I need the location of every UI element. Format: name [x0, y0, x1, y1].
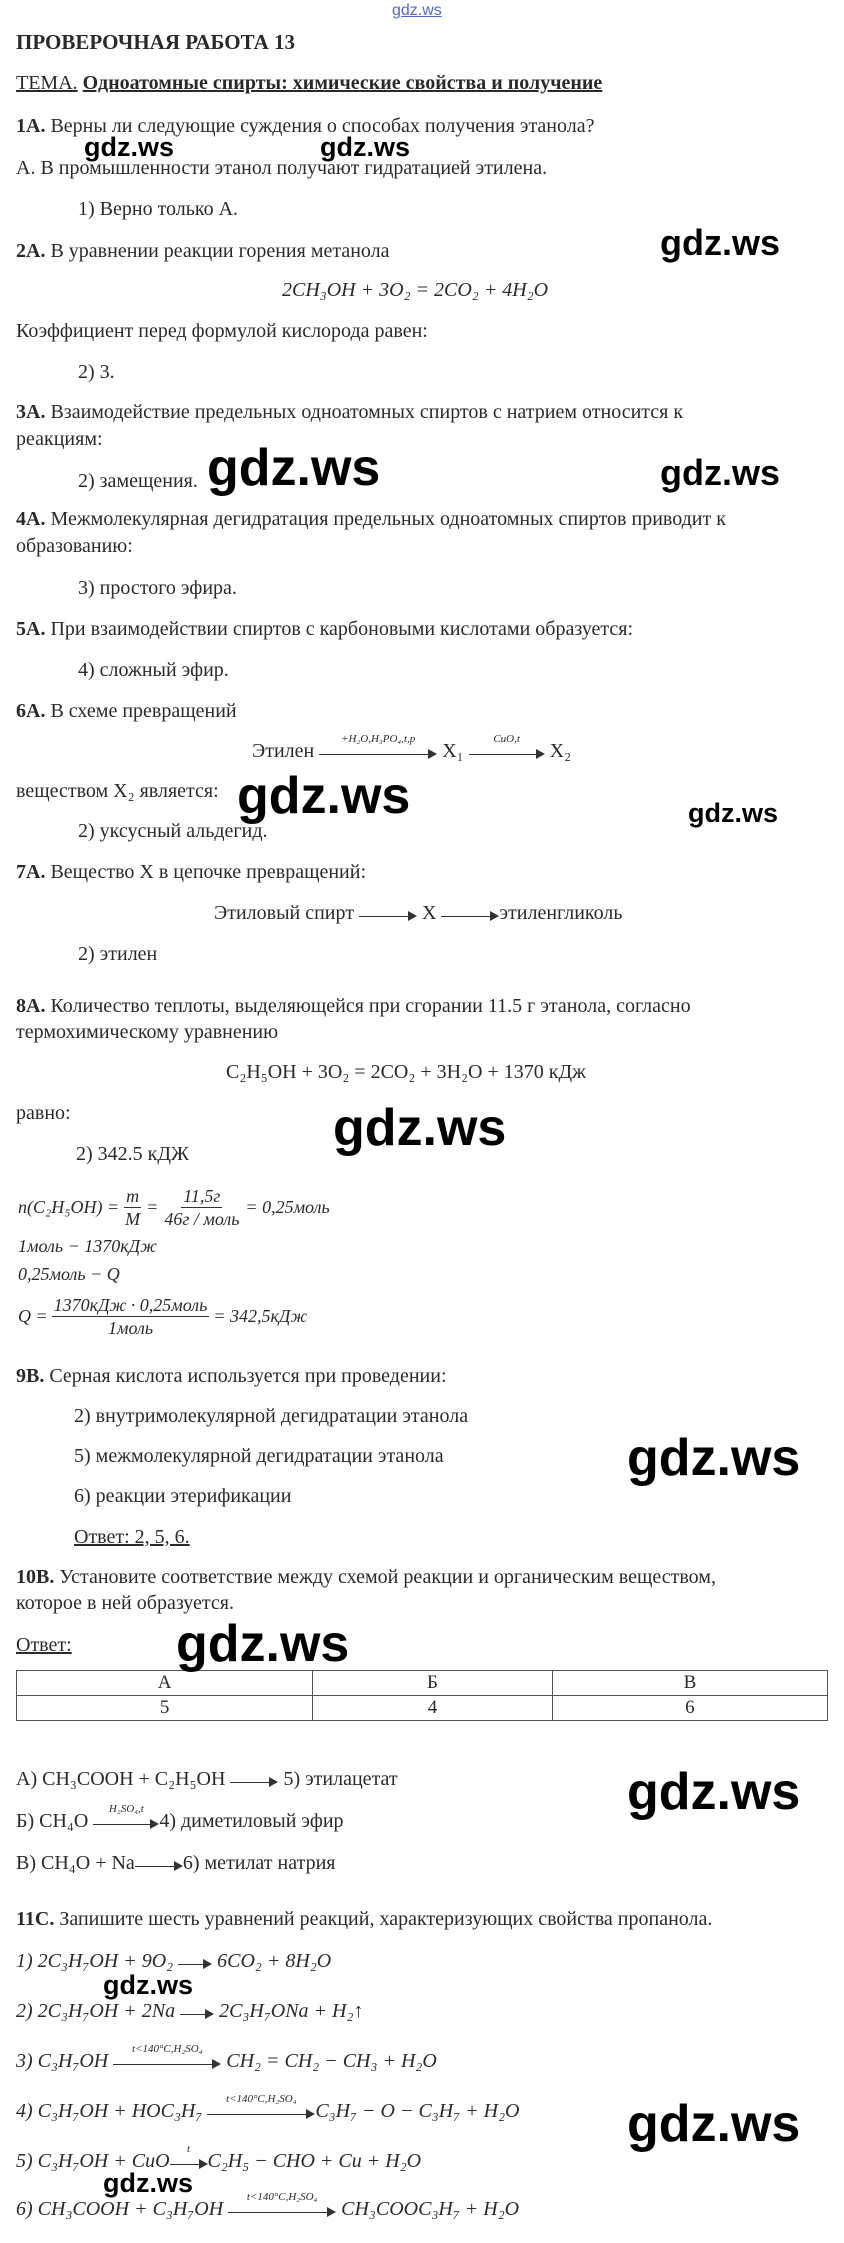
table-header-cell: А	[17, 1671, 313, 1696]
watermark: gdz.ws	[320, 132, 411, 162]
watermark: gdz.ws	[660, 452, 781, 493]
question-4-text2: образованию:	[16, 535, 133, 557]
question-text: Запишите шесть уравнений реакций, характеризующих свойства пропанола.	[59, 1908, 713, 1930]
page-title: ПРОВЕРОЧНАЯ РАБОТА 13	[16, 30, 295, 54]
arrow-icon	[359, 907, 417, 921]
arrow-icon	[135, 1857, 183, 1871]
scheme-start: Этиловый спирт	[214, 902, 354, 924]
question-number: 11С.	[16, 1908, 55, 1930]
table-header-cell: Б	[313, 1671, 553, 1696]
arrow-label: t	[186, 2143, 191, 2156]
question-5	[16, 618, 633, 641]
question-text: Вещество X в цепочке превращений:	[50, 861, 367, 883]
arrow-label: +H₂O,H₃PO₄,t,p	[341, 733, 416, 746]
question-8-sub: равно:	[16, 1102, 71, 1124]
question-9-option: 6) реакции этерификации	[74, 1485, 292, 1507]
topic-text: Одноатомные спирты: химические свойства и получение	[82, 72, 603, 94]
arrow-icon	[113, 2043, 221, 2069]
fraction-num: 1370кДж · 0,25моль	[53, 1295, 208, 1315]
reaction-4	[16, 2093, 520, 2123]
question-2-sub: Коэффициент перед формулой кислорода равен:	[16, 320, 428, 342]
watermark: gdz.ws	[627, 1763, 801, 1821]
watermark: gdz.ws	[627, 1429, 801, 1487]
reaction-left: 2) 2C₃H₇OH + 2Na	[16, 2000, 176, 2022]
question-3	[16, 401, 683, 424]
question-text: Серная кислота используется при проведении:	[49, 1365, 447, 1387]
match-left: Б) CH₄O	[16, 1810, 89, 1832]
arrow-icon	[319, 733, 437, 759]
calc-heat	[18, 1294, 307, 1339]
question-text: Установите соответствие между схемой реакции и органическим веществом,	[59, 1566, 716, 1588]
arrow-icon	[207, 2093, 315, 2119]
question-6	[16, 700, 237, 723]
topic-label: ТЕМА.	[16, 72, 78, 94]
question-3-text2: реакциям:	[16, 428, 103, 450]
reaction-left: 3) C₃H₇OH	[16, 2050, 109, 2072]
arrow-icon	[469, 733, 545, 759]
reaction-2	[16, 2000, 363, 2023]
watermark: gdz.ws	[627, 2095, 801, 2153]
table-row	[17, 1696, 828, 1721]
question-6-scheme	[252, 733, 572, 763]
question-4	[16, 508, 726, 531]
question-text: При взаимодействии спиртов с карбоновыми кислотами образуется:	[50, 618, 634, 640]
question-11	[16, 1908, 712, 1931]
match-left: В) CH₄O + Na	[16, 1852, 135, 1874]
question-9-answer: Ответ: 2, 5, 6.	[74, 1526, 190, 1548]
arrow-icon	[441, 907, 499, 921]
match-b	[16, 1803, 344, 1833]
match-c	[16, 1852, 335, 1875]
question-number: 6А.	[16, 700, 46, 722]
question-8-equation: C₂H₅OH + 3O₂ = 2CO₂ + 3H₂O + 1370 кДж	[226, 1061, 586, 1083]
arrow-icon	[93, 1803, 159, 1829]
question-2-answer: 2) 3.	[78, 361, 115, 383]
question-number: 3А.	[16, 401, 46, 423]
arrow-icon	[178, 1955, 212, 1969]
table-header-row	[17, 1671, 828, 1696]
question-8	[16, 995, 691, 1018]
fraction-num: m	[126, 1186, 140, 1206]
calc-text: =	[146, 1197, 159, 1217]
match-right: 5) этилацетат	[283, 1768, 398, 1790]
table-header-cell: В	[552, 1671, 827, 1696]
question-1-statement: А. В промышленности этанол получают гидратацией этилена.	[16, 157, 548, 179]
scheme-x1: X₁	[442, 740, 464, 762]
watermark: gdz.ws	[176, 1615, 350, 1673]
table-cell: 6	[552, 1696, 827, 1721]
arrow-icon	[180, 2005, 214, 2019]
question-2	[16, 240, 390, 263]
arrow-label: t<140°C,H₂SO₄	[131, 2043, 203, 2056]
question-4-answer: 3) простого эфира.	[78, 577, 237, 599]
question-7-scheme	[214, 902, 622, 925]
calc-proportion-1: 1моль − 1370кДж	[18, 1236, 157, 1256]
fraction-den: 46г / моль	[164, 1209, 240, 1229]
watermark: gdz.ws	[237, 767, 411, 825]
question-text: Взаимодействие предельных одноатомных спиртов с натрием относится к	[50, 401, 684, 423]
reaction-6	[16, 2191, 520, 2221]
watermark: gdz.ws	[103, 2168, 194, 2198]
watermark: gdz.ws	[103, 1970, 194, 2000]
question-5-answer: 4) сложный эфир.	[78, 659, 229, 681]
question-1-answer: 1) Верно только А.	[78, 198, 239, 220]
calc-text: = 0,25моль	[245, 1197, 330, 1217]
question-text: В уравнении реакции горения метанола	[50, 240, 390, 262]
watermark: gdz.ws	[84, 132, 175, 162]
question-number: 1А.	[16, 115, 46, 137]
question-number: 10В.	[16, 1566, 55, 1588]
watermark: gdz.ws	[688, 798, 779, 828]
question-number: 2А.	[16, 240, 46, 262]
match-a	[16, 1768, 398, 1791]
question-number: 8А.	[16, 995, 46, 1017]
reaction-left: 6) CH₃COOH + C₃H₇OH	[16, 2198, 224, 2220]
reaction-3	[16, 2043, 437, 2073]
question-9-option: 5) межмолекулярной дегидратации этанола	[74, 1445, 444, 1467]
question-7	[16, 861, 366, 884]
question-number: 4А.	[16, 508, 46, 530]
question-3-answer: 2) замещения.	[78, 470, 198, 492]
question-8-answer: 2) 342.5 кДЖ	[76, 1143, 189, 1165]
watermark: gdz.ws	[660, 222, 781, 263]
arrow-icon	[230, 1773, 278, 1787]
question-10	[16, 1566, 716, 1589]
arrow-label: t<140°C,H₂SO₄	[246, 2191, 318, 2204]
fraction	[123, 1185, 142, 1230]
arrow-label: CuO,t	[493, 733, 520, 746]
question-9	[16, 1365, 447, 1388]
question-number: 9В.	[16, 1365, 45, 1387]
answer-table	[16, 1670, 828, 1721]
question-text: В схеме превращений	[50, 700, 237, 722]
reaction-right: CH₃COOC₃H₇ + H₂O	[341, 2198, 520, 2220]
reaction-right: 6CO₂ + 8H₂O	[217, 1950, 332, 1972]
arrow-label: H₂SO₄,t	[108, 1803, 144, 1816]
question-text: Межмолекулярная дегидратация предельных одноатомных спиртов приводит к	[50, 508, 726, 530]
fraction-num: 11,5г	[183, 1186, 221, 1206]
calc-text: Q =	[18, 1306, 48, 1326]
site-mark-top[interactable]: gdz.ws	[392, 2, 442, 19]
reaction-right: 2C₃H₇ONa + H₂↑	[219, 2000, 364, 2022]
calc-text: n(C₂H₅OH) =	[18, 1197, 120, 1217]
question-7-answer: 2) этилен	[78, 943, 158, 965]
match-right: 6) метилат натрия	[182, 1852, 336, 1874]
reaction-right: C₃H₇ − O − C₃H₇ + H₂O	[315, 2100, 520, 2122]
question-text: Количество теплоты, выделяющейся при сгорании 11.5 г этанола, согласно	[50, 995, 691, 1017]
topic-line	[16, 72, 602, 95]
table-cell: 5	[17, 1696, 313, 1721]
question-number: 7А.	[16, 861, 46, 883]
answer-label: Ответ:	[16, 1634, 72, 1656]
calc-moles	[18, 1185, 330, 1230]
reaction-left: 5) C₃H₇OH + CuO	[16, 2150, 170, 2172]
question-9-option: 2) внутримолекулярной дегидратации этанола	[74, 1405, 469, 1427]
scheme-start: Этилен	[252, 740, 315, 762]
watermark: gdz.ws	[333, 1099, 507, 1157]
calc-text: = 342,5кДж	[213, 1306, 308, 1326]
question-2-equation: 2CH₃OH + 3O₂ = 2CO₂ + 4H₂O	[282, 279, 549, 301]
watermark: gdz.ws	[207, 439, 381, 497]
reaction-5	[16, 2143, 422, 2173]
scheme-x: X	[421, 902, 437, 924]
question-10-text2: которое в ней образуется.	[16, 1592, 234, 1614]
arrow-icon	[228, 2191, 336, 2217]
fraction-den: 1моль	[107, 1318, 154, 1338]
scheme-x2: X₂	[549, 740, 572, 762]
reaction-right: C₂H₅ − CHO + Cu + H₂O	[207, 2150, 422, 2172]
calc-proportion-2: 0,25моль − Q	[18, 1264, 120, 1284]
table-cell: 4	[313, 1696, 553, 1721]
question-6-answer: 2) уксусный альдегид.	[78, 820, 268, 842]
question-8-text2: термохимическому уравнению	[16, 1021, 279, 1043]
reaction-left: 1) 2C₃H₇OH + 9O₂	[16, 1950, 174, 1972]
match-left: А) CH₃COOH + C₂H₅OH	[16, 1768, 226, 1790]
question-text: Верны ли следующие суждения о способах получения этанола?	[50, 115, 595, 137]
reaction-left: 4) C₃H₇OH + HOC₃H₇	[16, 2100, 203, 2122]
fraction	[162, 1185, 241, 1230]
question-number: 5А.	[16, 618, 46, 640]
arrow-label: t<140°C,H₂SO₄	[226, 2093, 297, 2106]
match-right: 4) диметиловый эфир	[159, 1810, 344, 1832]
fraction-den: M	[125, 1209, 141, 1229]
question-6-sub: веществом X₂ является:	[16, 780, 219, 802]
scheme-end: этиленгликоль	[499, 902, 623, 924]
reaction-right: CH₂ = CH₂ − CH₃ + H₂O	[226, 2050, 437, 2072]
fraction	[52, 1294, 210, 1339]
